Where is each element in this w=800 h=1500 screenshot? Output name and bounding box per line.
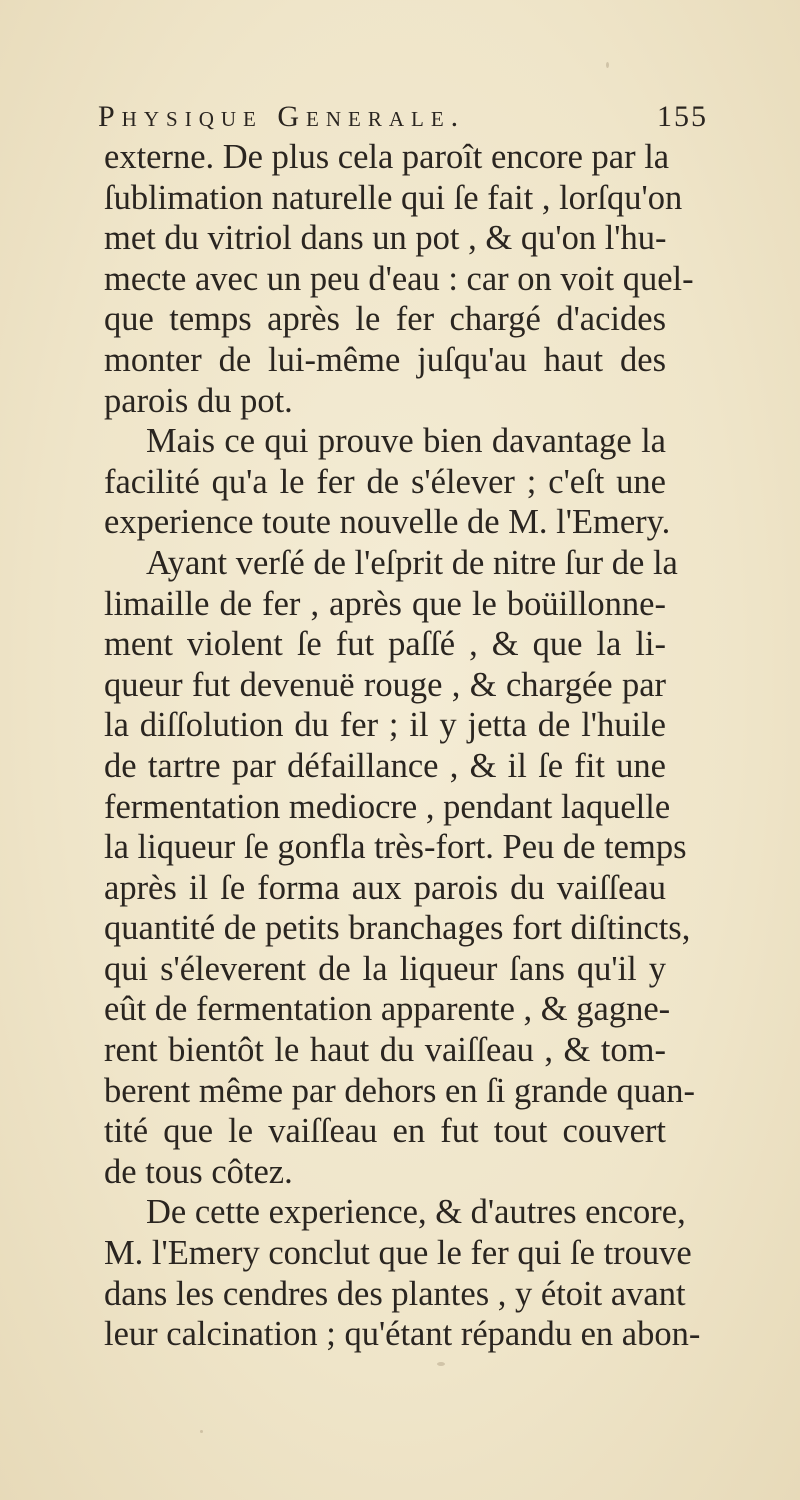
text-line: queur fut devenuë rouge , & chargée par [104, 665, 666, 704]
text-line: met du vitriol dans un pot , & qu'on l'hu- [104, 219, 667, 258]
text-line: experience toute nouvelle de M. l'Emery. [104, 503, 671, 542]
text-line: leur calcination ; qu'étant répandu en abon- [104, 1315, 701, 1354]
text-line: la liqueur ſe gonfla très-fort. Peu de temps [104, 828, 687, 867]
text-line: ſublimation naturelle qui ſe fait , lorſqu'on [104, 178, 683, 217]
text-line: eût de fermentation apparente , & gagne- [104, 990, 671, 1029]
text-line: de tous côtez. [104, 1152, 293, 1191]
text-line: monter de lui-même juſqu'au haut des [104, 340, 666, 379]
text-line: après il ſe forma aux parois du vaiſſeau [104, 868, 666, 907]
text-line: externe. De plus cela paroît encore par la [104, 138, 670, 176]
text-line: mecte avec un peu d'eau : car on voit quel- [104, 259, 694, 298]
text-line: tité que le vaiſſeau en fut tout couvert [104, 1112, 666, 1151]
text-line: la diſſolution du fer ; il y jetta de l'huile [104, 706, 666, 745]
text-line: Ayant verſé de l'eſprit de nitre ſur de la [146, 543, 678, 582]
text-line: M. l'Emery conclut que le fer qui ſe trouve [104, 1234, 692, 1273]
text-line: berent même par dehors en ſi grande quan- [104, 1071, 696, 1110]
paper-spot [606, 62, 609, 68]
text-line: fermentation mediocre , pendant laquelle [104, 787, 671, 826]
text-line: parois du pot. [104, 381, 293, 420]
text-line: qui s'éleverent de la liqueur ſans qu'il y [104, 949, 666, 988]
text-line: limaille de fer , après que le boüillonne- [104, 584, 666, 623]
text-line: quantité de petits branchages fort diſtincts, [104, 909, 691, 948]
text-line: dans les cendres des plantes , y étoit avant [104, 1274, 686, 1313]
page-number: 155 [657, 100, 708, 133]
body-text [16, 137, 701, 1355]
text-line: Mais ce qui prouve bien davantage la [146, 422, 666, 461]
paper-spot [437, 1362, 445, 1366]
text-line: de tartre par défaillance , & il ſe fit une [104, 746, 666, 785]
text-line: ment violent ſe fut paſſé , & que la li- [104, 625, 666, 664]
running-head: Physique Generale. [98, 100, 466, 133]
paper-spot [200, 1430, 203, 1433]
text-line: que temps après le fer chargé d'acides [104, 300, 666, 339]
page-header [98, 100, 708, 140]
text-line: rent bientôt le haut du vaiſſeau , & tom- [104, 1031, 666, 1070]
text-line: facilité qu'a le fer de s'élever ; c'eſt une [104, 462, 666, 501]
text-line: De cette experience, & d'autres encore, [146, 1193, 686, 1232]
